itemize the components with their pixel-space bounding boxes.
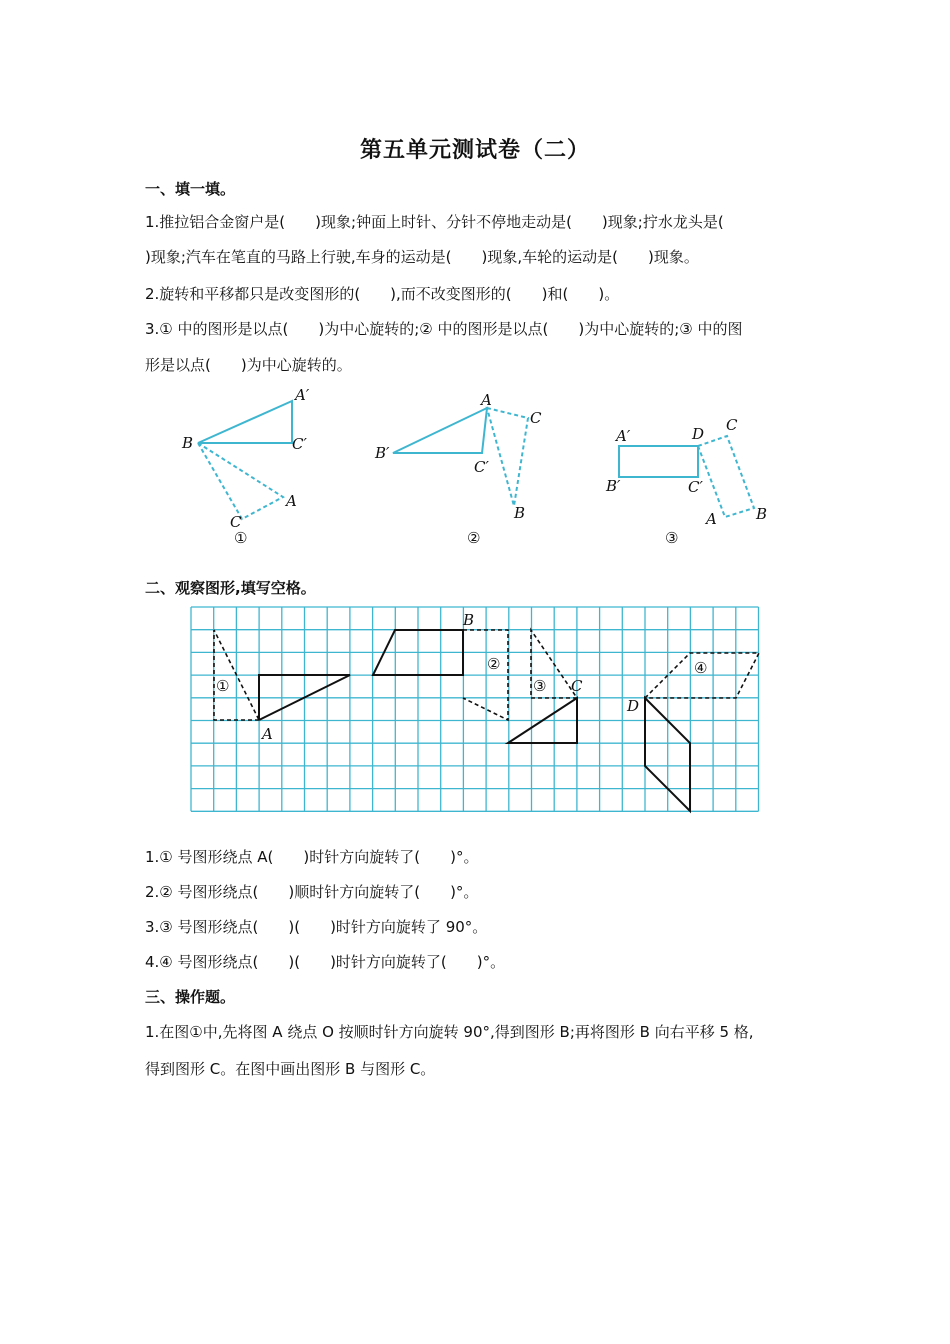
fig2-label-c: C	[530, 409, 542, 427]
fig1-label-a: A	[286, 492, 297, 510]
section3-heading: 三、操作题。	[145, 988, 236, 1006]
fig3-label-a-prime: A′	[616, 427, 631, 445]
fig2-caption: ②	[467, 529, 481, 547]
q3-line1: 3.① 中的图形是以点( )为中心旋转的;② 中的图形是以点( )为中心旋转的;③ 中的图	[145, 320, 743, 338]
fig2-label-a: A	[481, 391, 492, 409]
fig3-label-d: D	[692, 425, 705, 443]
s3-q1-line2: 得到图形 C。在图中画出图形 B 与图形 C。	[145, 1060, 436, 1078]
grid-label-4: ④	[694, 659, 708, 677]
fig1-caption: ①	[234, 529, 248, 547]
fig3-caption: ③	[665, 529, 679, 547]
q1-line1: 1.推拉铝合金窗户是( )现象;钟面上时针、分针不停地走动是( )现象;拧水龙头是(	[145, 213, 724, 231]
q2-text: 2.旋转和平移都只是改变图形的( ),而不改变图形的( )和( )。	[145, 285, 620, 303]
grid-label-3: ③	[533, 677, 547, 695]
s2-q3: 3.③ 号图形绕点( )( )时针方向旋转了 90°。	[145, 918, 488, 936]
fig2-label-b: B	[514, 504, 526, 522]
grid-label-1: ①	[216, 677, 230, 695]
grid-label-c: C	[571, 677, 583, 695]
q1-line2: )现象;汽车在笔直的马路上行驶,车身的运动是( )现象,车轮的运动是( )现象。	[145, 248, 699, 266]
fig1-label-c: C	[230, 513, 242, 531]
grid-label-d: D	[627, 697, 640, 715]
fig3-label-b: B	[756, 505, 768, 523]
section1-heading: 一、填一填。	[145, 180, 236, 198]
fig2-label-b-prime: B′	[375, 444, 390, 462]
page-title: 第五单元测试卷（二）	[359, 137, 590, 163]
section2-heading: 二、观察图形,填写空格。	[145, 579, 316, 597]
s2-q4: 4.④ 号图形绕点( )( )时针方向旋转了( )°。	[145, 953, 506, 971]
grid-label-2: ②	[487, 655, 501, 673]
fig3-label-c-prime: C′	[688, 478, 703, 496]
grid-lines	[191, 607, 759, 811]
grid-label-b: B	[463, 611, 475, 629]
fig1-label-b: B	[182, 434, 194, 452]
s2-q1: 1.① 号图形绕点 A( )时针方向旋转了( )°。	[145, 848, 479, 866]
s3-q1-line1: 1.在图①中,先将图 A 绕点 O 按顺时针方向旋转 90°,得到图形 B;再将图形 B 向右平移 5 格,	[145, 1023, 754, 1041]
fig1-label-c-prime: C′	[292, 435, 307, 453]
fig3-label-b-prime: B′	[606, 477, 621, 495]
fig1-label-a-prime: A′	[295, 386, 310, 404]
grid-label-a: A	[262, 725, 273, 743]
fig3-label-a: A	[706, 510, 717, 528]
fig2-label-c-prime: C′	[474, 458, 489, 476]
s2-q2: 2.② 号图形绕点( )顺时针方向旋转了( )°。	[145, 883, 479, 901]
fig3-label-c: C	[726, 416, 738, 434]
q3-line2: 形是以点( )为中心旋转的。	[145, 356, 352, 374]
